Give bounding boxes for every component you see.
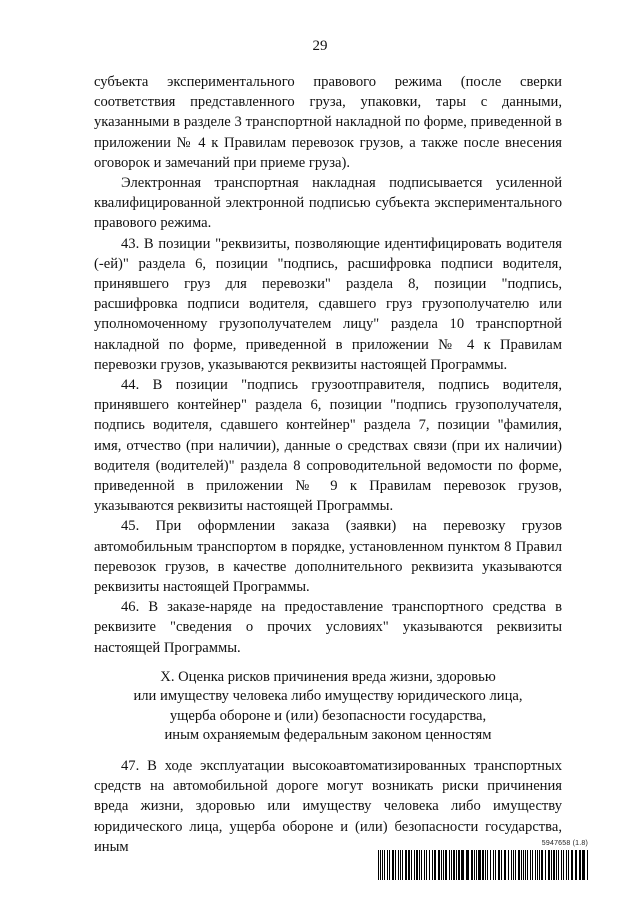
page-number: 29 [312, 38, 328, 54]
section-heading-line: ущерба обороне и (или) безопасности государства, [169, 707, 487, 724]
paragraph-continuation: субъекта экспериментального правового режима (после сверки соответствия представленного груза, упаковки, тары с данными, указанными в разделе 3 транспортной накладной по форме, приведенной в приложении № 4 к Правилам перевозок грузов, а также после внесения оговорок и замечаний при приеме груза). [94, 74, 562, 171]
document-footer [378, 840, 588, 886]
paragraph-43: 43. В позиции "реквизиты, позволяющие идентифицировать водителя (-ей)" раздела 6, позиции "подпись, расшифровка подписи водителя, принявшего груз для перевозки" раздела 8, позиции "подпись, расшифровка подписи водителя, сдавшего груз грузополучателю или уполномоченному грузополучателем лицу" раздела 10 транспортной накладной по форме, приведенной в приложении № 4 к Правилам перевозки грузов, указываются реквизиты настоящей Программы. [94, 235, 562, 373]
document-body [94, 72, 562, 857]
paragraph-47: 47. В ходе эксплуатации высокоавтоматизированных транспортных средств на автомобильной дороге могут возникать риски причинения вреда жизни, здоровью или имуществу человека либо имуществу юридического лица, ущерба обороне и (или) безопасности государства, иным [94, 757, 562, 855]
paragraph-45: 45. При оформлении заказа (заявки) на перевозку грузов автомобильным транспортом в порядке, установленном пунктом 8 Правил перевозок грузов, в качестве дополнительного реквизита указываются реквизиты настоящей Программы. [94, 518, 562, 596]
section-heading-line: или имуществу человека либо имуществу юридического лица, [133, 688, 523, 705]
barcode-icon [378, 850, 588, 880]
section-heading [94, 668, 562, 746]
section-heading-line: X. Оценка рисков причинения вреда жизни, здоровью [160, 668, 496, 685]
paragraph-44: 44. В позиции "подпись грузоотправителя, подпись водителя, принявшего контейнер" раздела 6, позиции "подпись грузополучателя, подпись водителя, сдавшего контейнер" раздела 7, позиции "фамилия, имя, отчество (при наличии), данные о средствах связи (при их наличии) водителя (водителей)" раздела 8 сопроводительной ведомости по форме, приведенной в приложении № 9 к Правилам перевозок грузов, указываются реквизиты настоящей Программы. [94, 377, 562, 515]
section-heading-line: иным охраняемым федеральным законом ценностям [164, 727, 492, 744]
paragraph-46: 46. В заказе-наряде на предоставление транспортного средства в реквизите "сведения о прочих условиях" указываются реквизиты настоящей Программы. [94, 599, 562, 656]
barcode-number: 5947658 (1.8) [541, 840, 588, 847]
paragraph-signature: Электронная транспортная накладная подписывается усиленной квалифицированной электронной подписью субъекта экспериментального правового режима. [94, 175, 562, 232]
